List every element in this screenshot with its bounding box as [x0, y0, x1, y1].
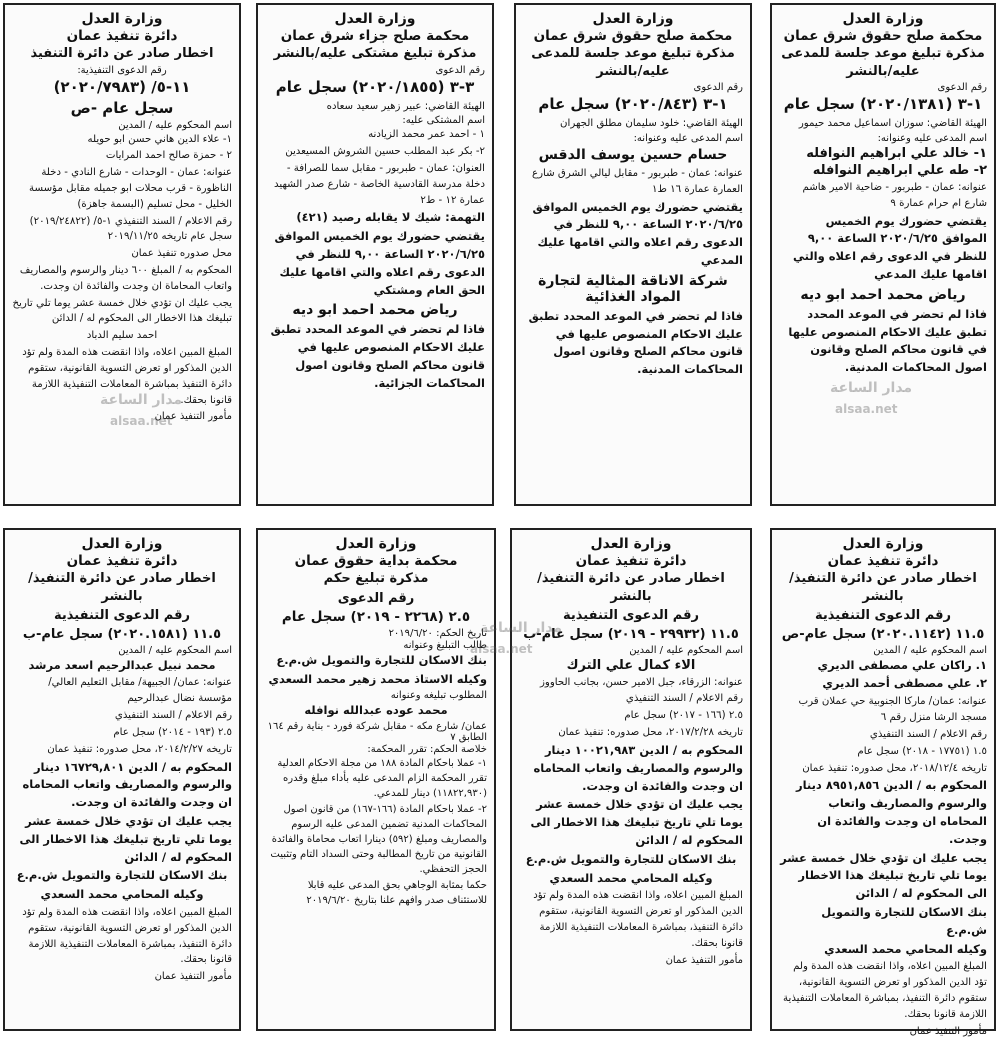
footer-signature: مأمور التنفيذ عمان	[665, 954, 743, 966]
watermark-text: مدار الساعة	[830, 380, 913, 396]
case-number: ٢.٥ (٢٢٦٨ - ٢٠١٩) سجل عام	[281, 609, 471, 626]
address: عنوانه: عمان - طبربور - مقابل ليالي الشرق شارع العمارة عمارة ١٦ ط١	[532, 167, 743, 195]
ministry-title: وزارة العدل	[590, 536, 672, 552]
notice-6	[510, 528, 752, 1031]
footer-signature: مأمور التنفيذ عمان	[154, 411, 232, 423]
execution-ref: ١.٥ (١٧٧٥١ - ٢٠١٨) سجل عام	[857, 745, 987, 757]
plaintiff: شركة الاناقة المثالية لتجارة المواد الغذائية	[538, 272, 728, 305]
defendant-2: ٢ - حمزة صالح احمد المرايات	[105, 150, 232, 162]
defendant-1: محمد نبيل عبدالرحيم اسعد مرشد	[28, 657, 216, 672]
closing-text: المبلغ المبين اعلاه، واذا انقضت هذه المدة ولم تؤد الدين المذكور او تعرض التسوية القانونية، ستقوم دائرة التنفيذ بمباشرة المعاملات التنفيذية اللازمة قانونا بحقك.	[22, 347, 232, 406]
ministry-title: وزارة العدل	[842, 11, 924, 27]
watermark-url: alsaa.net	[470, 642, 533, 656]
judge: الهيئة القاضي: خلود سليمان مطلق الجهران	[560, 118, 743, 130]
address: عمان/ شارع مكه - مقابل شركة فورد - بناية رقم ١٦٤ الطابق ٧	[267, 720, 487, 743]
verdict-item-1: ١- عملا باحكام المادة ١٨٨ من مجلة الاحكام العدلية تقرر المحكمة الزام المدعى عليه بأداء مبلغ وقدره (١١٨٢٢,٩٣٠) دينار للمدعي.	[277, 757, 487, 799]
case-number: ١١.٥ (٢٠٢٠.١١٤٢) سجل عام-ص	[781, 626, 985, 642]
ref-label: رقم الاعلام / السند التنفيذي	[114, 710, 232, 722]
notice-subtitle: مذكرة تبليغ موعد جلسة للمدعى عليه/بالنشر	[531, 46, 735, 79]
ministry-title: وزارة العدل	[335, 536, 417, 552]
address: عنوانه: عمان - طبربور - ضاحية الامير هاشم شارع ام حرام عمارة ٩	[802, 181, 987, 209]
notice-text: يجب عليك ان تؤدي خلال خمسة عشر يوما تلي تاريخ تبليغك هذا الاخطار الى المحكوم له / الدائن	[780, 850, 987, 901]
watermark-url: alsaa.net	[110, 414, 173, 428]
defendant-label: اسم المحكوم عليه / المدين	[629, 644, 743, 656]
plaintiff: رياض محمد احمد ابو ديه	[292, 302, 458, 319]
court-name: محكمة بداية حقوق عمان	[294, 553, 458, 569]
address: عنوانه: عمان/ ماركا الجنوبية حي عملان قرب مسجد الرشا منزل رقم ٦	[798, 696, 987, 724]
requester: بنك الاسكان للتجارة والتمويل ش.م.ع	[276, 653, 487, 668]
plaintiff: رياض محمد احمد ابو ديه	[800, 286, 966, 303]
defendant-2: ٢. علي مصطفى أحمد الديري	[822, 676, 987, 691]
case-number: ١-٣ (٢٠٢٠/٨٤٣) سجل عام	[538, 95, 728, 114]
defendant-label: اسم المشتكى عليه:	[402, 115, 485, 127]
court-name: دائرة تنفيذ عمان	[575, 553, 687, 569]
claim: المحكوم به / الدين ١٠٠٢١,٩٨٣ دينار والرسوم والمصاريف واتعاب المحاماه ان وجدت والفائدة ان وجدت.	[533, 742, 743, 793]
ministry-title: وزارة العدل	[81, 536, 163, 552]
defendant-1: ١- علاء الدين هاني حسن ابو حويله	[87, 133, 232, 145]
date-line: تاريخه ٢٠١٨/١٢/٤، محل صدوره: تنفيذ عمان	[802, 762, 987, 774]
case-number: ١١.٥ (٢٠٢٠.١٥٨١) سجل عام-ب	[22, 626, 222, 642]
notice-subtitle: اخطار صادر عن دائرة التنفيذ/بالنشر	[537, 571, 725, 604]
court-name: دائرة تنفيذ عمان	[827, 553, 939, 569]
case-label: رقم الدعوى التنفيذية	[54, 608, 190, 624]
execution-ref: رقم الاعلام / السند التنفيذي ١-٥/ (٢٠١٩/٢٤٨٢٢) سجل عام تاريخه ٢٠١٩/١١/٢٥	[29, 215, 232, 243]
defendant-label: اسم المحكوم عليه / المدين	[118, 119, 232, 131]
notice-8	[3, 528, 241, 1031]
lawyer: وكيله المحامي محمد السعدي	[824, 941, 987, 956]
defendant-label: اسم المحكوم عليه / المدين	[873, 644, 987, 656]
date-line: تاريخه ٢٠١٧/٢/٢٨، محل صدوره: تنفيذ عمان	[558, 727, 743, 739]
judge: الهيئة القاضي: عبير زهير سعيد سعاده	[326, 100, 485, 112]
notified-label: المطلوب تبليغه وعنوانه	[390, 689, 487, 701]
requester-label: طالب التبليغ وعنوانه	[403, 640, 487, 652]
case-label: رقم الدعوى التنفيذية	[815, 608, 951, 624]
defendant-label: اسم المدعى عليه وعنوانه:	[633, 132, 743, 144]
notice-subtitle: مذكرة تبليغ موعد جلسة للمدعى عليه/بالنشر	[781, 46, 985, 79]
notice-text: يجب عليك ان تؤدي خلال خمسة عشر يوما تلي تاريخ تبليغك هذا الاخطار الى المحكوم له / الدائن	[530, 797, 743, 847]
notice-4	[3, 3, 241, 506]
claim: المحكوم به / الدين ٨٩٥١,٨٥٦ دينار والرسوم والمصاريف واتعاب المحاماه ان وجدت والفائدة ان وجدت.	[795, 778, 987, 846]
session-text: يقتضي حضورك يوم الخميس الموافق ٢٠٢٠/٦/٢٥ الساعة ٩,٠٠ للنظر في الدعوى رقم اعلاه والتي اقامها عليك الحق العام ومشتكي	[274, 229, 485, 297]
creditor: بنك الاسكان للتجارة والتمويل ش.م.ع	[821, 905, 987, 937]
notice-subtitle: اخطار صادر عن دائرة التنفيذ/بالنشر	[28, 571, 216, 604]
ministry-title: وزارة العدل	[842, 536, 924, 552]
issuer: محل صدوره تنفيذ عمان	[131, 248, 232, 260]
court-name: محكمة صلح حقوق شرق عمان	[533, 28, 733, 44]
case-label: رقم الدعوى	[937, 82, 987, 94]
court-name: محكمة صلح جزاء شرق عمان	[280, 28, 470, 44]
court-name: محكمة صلح حقوق شرق عمان	[783, 28, 983, 44]
closing-text: المبلغ المبين اعلاه، واذا انقضت هذه المدة ولم تؤد الدين المذكور او تعرض التسوية القانونية، ستقوم دائرة التنفيذ، بمباشرة المعاملات التنفيذية اللازمة قانونا بحقك.	[22, 907, 232, 966]
date-line: تاريخه ٢٠١٤/٢/٢٧، محل صدوره: تنفيذ عمان	[47, 743, 232, 755]
defendant-1: ١ - احمد عمر محمد الزيادنه	[368, 129, 485, 141]
session-text: يقتضي حضورك يوم الخميس الموافق ٢٠٢٠/٦/٢٥ الساعة ٩,٠٠ للنظر في الدعوى رقم اعلاه والتي اقامها عليك المدعي	[793, 213, 987, 281]
closing-text: المبلغ المبين اعلاه، واذا انقضت هذه المدة ولم تؤد الدين المذكور او تعرض التسوية القانونية، ستقوم دائرة التنفيذ، بمباشرة المعاملات التنفيذية اللازمة قانونا بحقك.	[533, 890, 743, 949]
notice-subtitle: مذكرة تبليغ مشتكى عليه/بالنشر	[273, 46, 477, 61]
notice-7	[256, 528, 496, 1031]
verdict-item-2: ٢- عملا باحكام المادة (١٦٦-١٦٧) من قانون اصول المحاكمات المدنية تضمين المدعى عليه الرسوم والمصاريف ومبلغ (٥٩٢) دينارا اتعاب محاماة والفائدة القانونية من تاريخ المطالبة وحتى السداد التام وتثبيت الحجز التحفظي.	[270, 803, 487, 875]
creditor: بنك الاسكان للتجارة والتمويل ش.م.ع	[525, 851, 737, 866]
closing-text: حكما بمثابة الوجاهي بحق المدعى عليه قابلا للاستئناف صدر وافهم علنا بتاريخ ٢٠١٩/٦/٢٠	[306, 879, 487, 906]
watermark-text: مدار الساعة	[100, 392, 183, 408]
case-label: رقم الدعوى التنفيذية:	[77, 64, 167, 76]
claim: المحكوم به / المبلغ ٦٠٠ دينار والرسوم والمصاريف واتعاب المحاماة ان وجدت والفائدة ان وجدت.	[19, 265, 232, 292]
defendant-1: الاء كمال علي الترك	[566, 657, 696, 673]
lawyer: وكيله الاستاذ محمد زهير محمد السعدي	[268, 671, 487, 686]
defendant-label: اسم المدعى عليه وعنوانه:	[877, 132, 987, 144]
warning-text: فاذا لم تحضر في الموعد المحدد تطبق عليك الاحكام المنصوص عليها في قانون محاكم الصلح وقانون اصول المحاكمات المدنية.	[528, 308, 743, 377]
case-label: رقم الدعوى	[435, 64, 485, 76]
notice-text: يجب عليك ان تؤدي خلال خمسة عشر يوما تلي تاريخ تبليغك هذا الاخطار الى المحكوم له / الدائن	[12, 297, 232, 325]
case-label: رقم الدعوى التنفيذية	[563, 608, 699, 624]
defendant-label: اسم المحكوم عليه / المدين	[118, 644, 232, 656]
ministry-title: وزارة العدل	[334, 11, 416, 27]
ministry-title: وزارة العدل	[592, 11, 674, 27]
defendant-1: ١. راكان علي مصطفى الديري	[817, 657, 987, 672]
address: العنوان: عمان - طبربور - مقابل سما للصرافة - دخلة مدرسة القادسية الخاصة - شارع صدر الشهيد عمارة ١٢ - ط٢	[274, 162, 485, 206]
notice-2	[514, 3, 752, 506]
summary-label: خلاصة الحكم: تقرر المحكمة:	[367, 743, 487, 755]
warning-text: فاذا لم تحضر في الموعد المحدد تطبق عليك الاحكام المنصوص عليها في قانون محاكم الصلح وقانون اصول المحاكمات الجزائية.	[270, 322, 485, 390]
address: عنوانه: الزرقاء، جبل الامير حسن، بجانب الحاووز	[540, 676, 743, 688]
notice-subtitle: اخطار صادر عن دائرة التنفيذ/بالنشر	[789, 571, 977, 604]
lawyer: وكيله المحامي محمد السعدي	[40, 887, 204, 902]
execution-ref: ٢.٥ (١٩٣ - ٢٠١٤) سجل عام	[113, 726, 232, 738]
case-label: رقم الدعوى	[693, 82, 743, 94]
notice-1	[770, 3, 996, 506]
ref-label: رقم الاعلام / السند التنفيذي	[625, 693, 743, 705]
execution-ref: ٢.٥ (١٦٦ - ٢٠١٧) سجل عام	[624, 710, 743, 722]
notice-5	[770, 528, 996, 1037]
case-number: ١١-٥/ (٢٠٢٠/٧٩٨٣)	[53, 77, 191, 96]
verdict-date: تاريخ الحكم: ٢٠١٩/٦/٢٠	[388, 628, 487, 640]
footer-signature: مأمور التنفيذ عمان	[154, 971, 232, 983]
watermark-text: مدار الساعة	[480, 620, 563, 636]
notice-3	[256, 3, 494, 506]
charge: التهمة: شيك لا يقابله رصيد (٤٢١)	[296, 210, 485, 225]
creditor: احمد سليم الدباد	[86, 330, 158, 342]
ref-label: رقم الاعلام / السند التنفيذي	[869, 728, 987, 740]
footer-signature: مأمور التنفيذ عمان	[909, 1025, 987, 1037]
defendant-2: ٢- طه علي ابراهيم النوافله	[812, 162, 987, 178]
case-number: ١١.٥ (٢٩٩٣٢ - ٢٠١٩) سجل عام-ب	[523, 626, 739, 642]
defendant-2: ٢- بكر عبد المطلب حسين الشروش المسيعدين	[285, 146, 485, 158]
notice-text: يجب عليك ان تؤدي خلال خمسة عشر يوما تلي تاريخ تبليغك هذا الاخطار الى المحكوم له / الدائن	[19, 813, 232, 864]
case-number: ٣-٣ (٢٠٢٠/١٨٥٥) سجل عام	[275, 77, 475, 96]
closing-text: المبلغ المبين اعلاه، واذا انقضت هذه المدة ولم تؤد الدين المذكور او تعرض التسوية القانونية، ستقوم دائرة التنفيذ، بمباشرة المعاملات التنفيذية اللازمة قانونا بحقك.	[783, 961, 987, 1020]
notice-subtitle: مذكرة تبليغ حكم	[323, 571, 429, 586]
session-text: يقتضي حضورك يوم الخميس الموافق ٢٠٢٠/٦/٢٥ الساعة ٩,٠٠ للنظر في الدعوى رقم اعلاه والتي اقامها عليك المدعي	[532, 199, 743, 267]
watermark-url: alsaa.net	[835, 402, 898, 416]
ministry-title: وزارة العدل	[81, 11, 163, 27]
claim: المحكوم به / الدين ١٦٧٢٩,٨٠١ دينار والرسوم والمصاريف واتعاب المحاماه ان وجدت والفائدة ان وجدت.	[22, 759, 232, 810]
case-label: رقم الدعوى	[337, 590, 415, 606]
court-name: دائرة تنفيذ عمان	[66, 28, 178, 44]
notice-subtitle: اخطار صادر عن دائرة التنفيذ	[30, 46, 214, 61]
case-number: ١-٣ (٢٠٢٠/١٣٨١) سجل عام	[783, 95, 983, 114]
defendant: محمد عوده عبدالله نوافله	[304, 702, 448, 717]
registry: سجل عام -ص	[70, 98, 174, 117]
defendant-1: حسام حسين يوسف الدقس	[538, 146, 728, 163]
lawyer: وكيله المحامي محمد السعدي	[549, 870, 713, 885]
court-name: دائرة تنفيذ عمان	[66, 553, 178, 569]
judge: الهيئة القاضي: سوزان اسماعيل محمد حيمور	[798, 118, 987, 130]
defendant-1: ١- خالد علي ابراهيم النوافله	[806, 145, 987, 161]
warning-text: فاذا لم تحضر في الموعد المحدد تطبق عليك الاحكام المنصوص عليها في قانون محاكم الصلح وقانون اصول المحاكمات المدنية.	[788, 306, 987, 375]
creditor: بنك الاسكان للتجارة والتمويل ش.م.ع	[16, 868, 228, 883]
address: عنوانه: عمان - الوحدات - شارع النادي - دخلة الناظورة - قرب محلات ابو جميله مقابل مؤسسة الخليل - محل تسليم (البسمة جاهزة)	[29, 167, 232, 210]
address: عنوانه: عمان/ الجبيهة/ مقابل التعليم العالي/ مؤسسة نضال عبدالرحيم	[48, 677, 232, 705]
